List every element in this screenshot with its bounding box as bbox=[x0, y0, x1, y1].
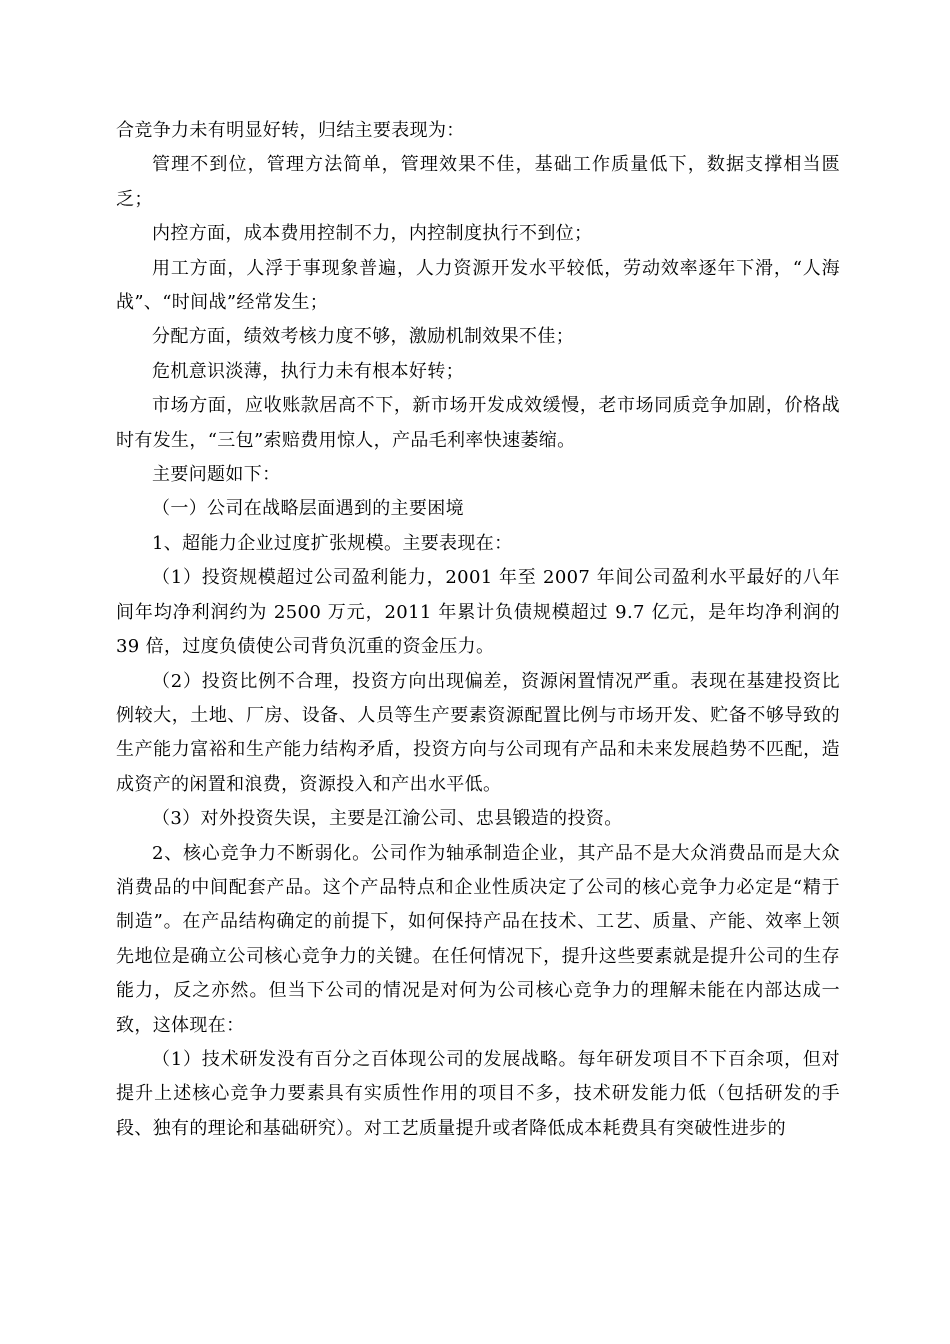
paragraph-13: 2、核心竞争力不断弱化。公司作为轴承制造企业，其产品不是大众消费品而是大众消费品的中间配套产品。这个产品特点和企业性质决定了公司的核心竞争力必定是“精于制造”。在产品结构确定的前提下，如何保持产品在技术、工艺、质量、产能、效率上领先地位是确立公司核心竞争力的关键。在任何情况下，提升这些要素就是提升公司的生存能力，反之亦然。但当下公司的情况是对何为公司核心竞争力的理解未能在内部达成一致，这体现在： bbox=[116, 842, 840, 1036]
paragraph-10: （1）投资规模超过公司盈利能力，2001 年至 2007 年间公司盈利水平最好的八年间年均净利润约为 2500 万元，2011 年累计负债规模超过 9.7 亿元，是年均净利润的 39 倍，过度负债使公司背负沉重的资金压力。 bbox=[116, 567, 840, 658]
paragraph-12: （3）对外投资失误，主要是江渝公司、忠县锻造的投资。 bbox=[152, 808, 623, 830]
section-heading: （一）公司在战略层面遇到的主要困境 bbox=[152, 498, 464, 520]
paragraph-3: 用工方面，人浮于事现象普遍，人力资源开发水平较低，劳动效率逐年下滑，“人海战”、“时间战”经常发生； bbox=[116, 257, 840, 314]
paragraph-4: 分配方面，绩效考核力度不够，激励机制效果不佳； bbox=[152, 326, 575, 348]
paragraph-14: （1）技术研发没有百分之百体现公司的发展战略。每年研发项目不下百余项，但对提升上述核心竞争力要素具有实质性作用的项目不多，技术研发能力低（包括研发的手段、独有的理论和基础研究）。对工艺质量提升或者降低成本耗费具有突破性进步的 bbox=[116, 1048, 840, 1139]
paragraph-1: 管理不到位，管理方法简单，管理效果不佳，基础工作质量低下，数据支撑相当匮乏； bbox=[116, 154, 840, 210]
paragraph-5: 危机意识淡薄，执行力未有根本好转； bbox=[152, 360, 464, 382]
document-body bbox=[116, 114, 840, 1146]
paragraph-9: 1、超能力企业过度扩张规模。主要表现在： bbox=[152, 532, 513, 554]
paragraph-11: （2）投资比例不合理，投资方向出现偏差，资源闲置情况严重。表现在基建投资比例较大，土地、厂房、设备、人员等生产要素资源配置比例与市场开发、贮备不够导致的生产能力富裕和生产能力结构矛盾，投资方向与公司现有产品和未来发展趋势不匹配，造成资产的闲置和浪费，资源投入和产出水平低。 bbox=[116, 670, 840, 795]
paragraph-7: 主要问题如下： bbox=[152, 464, 281, 486]
paragraph-0: 合竞争力未有明显好转，归结主要表现为： bbox=[116, 120, 465, 141]
paragraph-2: 内控方面，成本费用控制不力，内控制度执行不到位； bbox=[152, 223, 593, 245]
paragraph-6: 市场方面，应收账款居高不下，新市场开发成效缓慢，老市场同质竞争加剧，价格战时有发生，“三包”索赔费用惊人，产品毛利率快速萎缩。 bbox=[116, 395, 840, 451]
